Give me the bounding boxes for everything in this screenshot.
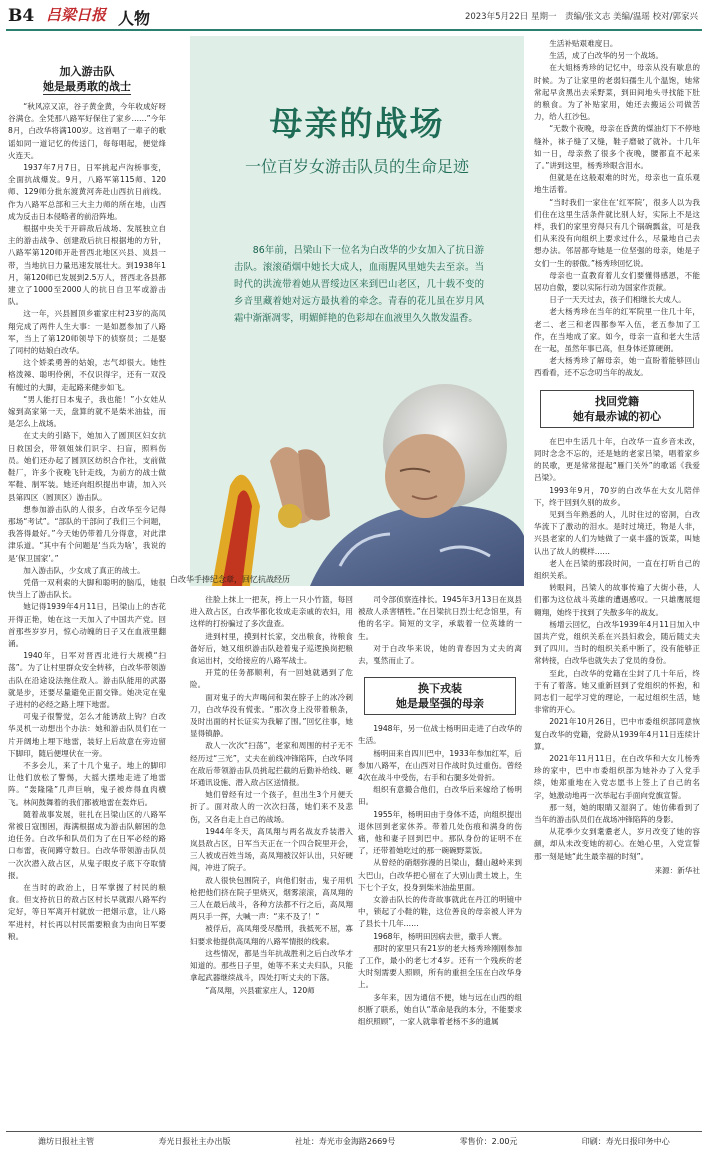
- paragraph: 这一年，兴县圆顶乡霍家庄村23岁的高凤翔完成了两件人生大事：一是如愿参加了八路军，当上了第120师领导下的侦察员；二是娶了同村的姑娘白改华。: [8, 309, 166, 356]
- paragraph-list: [190, 594, 353, 997]
- paragraph: 生活补贴艰难度日。: [549, 39, 618, 48]
- feature-subtitle: 一位百岁女游击队员的生命足迹: [244, 157, 469, 176]
- paragraph: 随着战事发展，驻扎在吕梁山区的八路军常被日寇围困，海满根据成为游击队解困的急迫任务。白改华和队员们为了在日军必经的路口布雷，夜间蹲守数日。白改华带领游击队员一次次潜入敌占区，从鬼子眼皮子底下夺取情报。: [8, 809, 166, 880]
- paragraph: “秋风凉又凉，谷子黄金黄，今年收成好呀谷满仓。全凭那八路军好保住了家乡……”今年8月，白改华将满100岁。这首唱了一辈子的歌谣如同一道记忆的传送门，每每唱起，便觉烽火连天。: [8, 102, 166, 160]
- paragraph: 杨明田来自四川巴中，1933年参加红军，后参加八路军，在山西对日作战时负过重伤。曾经4次在战斗中受伤，右手和右腿多处骨折。: [358, 748, 522, 783]
- paragraph: 根据中央关于开辟敌后战场、发展独立自主的游击战争、创建敌后抗日根据地的方针，八路军第120师开赴晋西北地区兴县、岚县一带，当地抗日力量迅速发展壮大。到1938年1月，第120师已发展到2.5万人，晋西北各县都建立了1000至2000人的抗日自卫军或游击队。: [8, 224, 166, 307]
- feature-box: [190, 36, 524, 586]
- article-column-4: [534, 38, 700, 1128]
- paragraph-list: [8, 101, 166, 943]
- paragraph: 可鬼子很警觉，怎么才能诱敌上钩？白改华灵机一动想出个办法：她和游击队员们在一片开阔地上埋下地雷，装好上后故意在旁边留下脚印，随后便埋伏在一旁。: [8, 712, 166, 758]
- intro-text: 86年前，吕梁山下一位名为白改华的少女加入了抗日游击队。滚滚硝烟中她长大成人，血雨腥风里她失去至亲。当时代的洪流带着她从晋绥边区来到巴山老区，几十载不变的乡音里藏着她对远方最执着的牵念。青春的花儿虽在岁月风霜中渐渐凋零，明媚鲜艳的色彩却在血液里久久散发温香。: [234, 245, 484, 324]
- paragraph: 她们曾经有过一个孩子，但出生3个月便夭折了。面对敌人的一次次扫荡，她们来不及悲伤，又各自走上自己的战场。: [190, 790, 353, 824]
- paragraph: 从花季少女到耄耋老人，岁月改变了她的容颜，却从未改变她的初心。在她心里，入党宣誓那一刻是她“此生最幸福的时刻”。: [534, 827, 700, 861]
- page-number: B4: [8, 6, 35, 26]
- feature-title: 母亲的战场: [269, 104, 445, 143]
- paragraph: 多年来，因为通信不便，她与远在山西的组织断了联系，她自认“革命是我的本分，不能要求组织照顾”，一家人就靠着老杨不多的遗属: [358, 992, 522, 1027]
- paragraph: 那一刻，她的眼睛又湿润了。她仿佛看到了当年的游击队员们在战场冲锋陷阵的身影。: [534, 802, 700, 824]
- heading-line: 找回党籍: [595, 394, 639, 408]
- footer-rule: [6, 1131, 702, 1132]
- paragraph: 2021年10月26日，巴中市委组织部同意恢复白改华的党籍，党龄从1939年4月11日连续计算。: [534, 717, 700, 751]
- paragraph: 1948年，另一位战士杨明田走进了白改华的生活。: [358, 724, 522, 746]
- paragraph: 被俘后，高凤翔受尽酷刑，我抵死不屈，寡妇要求他提供高凤翔的八路军情报的线索。: [190, 924, 353, 946]
- footer-item: 零售价：2.00元: [459, 1137, 518, 1146]
- paragraph: 1968年，杨明田因病去世，撒手人寰。: [373, 931, 507, 941]
- paragraph: 在巴中生活几十年，白改华一直乡音未改，同时念念不忘的，还是她的老家吕梁，唱着家乡的民歌，更是常常提起“雁门关外”的歌谣《我爱吕梁》。: [534, 436, 700, 483]
- paragraph: 进到村里，摸到村长家，交出粮食，待粮食备好后，她又组织游击队趁着鬼子巡逻换岗把粮食运出村，交给接应的八路军战士。: [190, 631, 353, 666]
- paragraph-list: [358, 594, 522, 667]
- paragraph: 转眼间，吕梁人的故事传遍了大街小巷，人们都为这位战斗英雄的遭遇感叹。一只雄鹰展翅翱翔，她终于找到了失散多年的战友。: [534, 583, 700, 617]
- header-rule: [6, 29, 702, 31]
- article-source: 来源：新华社: [654, 865, 700, 875]
- paragraph: 组织有意撮合他们，白改华后来嫁给了杨明田。: [358, 785, 522, 807]
- issue-info: 2023年5月22日 星期一 责编/张文志 美编/温瑶 校对/郭家兴: [464, 12, 698, 22]
- section-heading-2: [364, 677, 516, 715]
- section-heading-3: [540, 390, 694, 428]
- paragraph: 杨增云回忆，白改华1939年4月11日加入中国共产党，组织关系在兴县妇救会，随后随丈夫到了四川。当时的组织关系中断了，没有能够正常转接，白改华也就失去了党员的身份。: [534, 619, 700, 666]
- paragraph: 凭借一双利索的大脚和聪明的脑瓜，她很快当上了游击队长。: [8, 577, 166, 600]
- paragraph: “当时我们一家住在‘红军院’，很多人以为我们住在这里生活条件就比别人好，实际上不是这样，我们的家里穷得只有几个锅碗瓢盆，可是我们从来没有向组织上要求过什么，尽量地自己去想办法。邻居都夸她是一位坚强的母亲，她是子女们一生的骄傲。”杨秀珍回忆说。: [534, 197, 700, 268]
- paragraph: 从曾经的硝烟弥漫的吕梁山，翻山越岭来到大巴山，白改华把心留在了大别山黄土坡上，生下七个子女，投身到柴米油盐里面。: [358, 858, 522, 892]
- paragraph: 加入游击队，少女成了真正的战士。: [23, 565, 145, 575]
- paragraph: “高凤翔，兴县霍家庄人，120师: [205, 985, 315, 995]
- paragraph: 对于白改华来说，她的青春因为丈夫的离去，戛然而止了。: [358, 643, 522, 666]
- paragraph: 1955年，杨明田由于身体不适，向组织提出退休回到老家休养。带着几处伤痕和满身的伤痛，他和妻子回到巴中。那队身份的证明不在了，还带着她吃过的那一碗碗野菜饭。: [358, 809, 522, 856]
- paragraph: 老大杨秀珍了解母亲，她一直盼着能够回山西看看，还不忘念叨当年的战友。: [534, 356, 700, 378]
- paragraph: 在当时的政治上，日军掌握了村民的粮食。但支持抗日的敌占区村长早就跟八路军约定好，等日军离开村就放一把烟示意，让八路军进村，村长再以村民需要粮食为由向日军要粮。: [8, 883, 166, 941]
- footer-item: 印刷：寿光日报印务中心: [581, 1137, 670, 1146]
- portrait-photo: [190, 366, 524, 586]
- paragraph: 老大杨秀珍在当年的红军院里一住几十年，老二、老三和老四都参军入伍，老五参加了工作，在当地成了家。如今，母亲一直和老大生活在一起，虽然年事已高，但身体还算硬朗。: [534, 307, 700, 354]
- paragraph: 女游击队长的传奇故事就此在丹江的明镜中中，锁起了小鞋的鞋，这位善良的母亲被人评为了县长十几年……: [358, 895, 522, 929]
- paragraph: “无数个夜晚，母亲在昏黄的煤油灯下不停地缝补，袜子缝了又缝，鞋子磨破了就补。十几年如一日，母亲熬了很多个夜晚，腰都直不起来了。”讲到这里，杨秀珍眼含泪水。: [534, 124, 700, 171]
- feature-intro: [234, 242, 484, 327]
- paragraph-list: [534, 436, 700, 863]
- photo-caption: 白改华手捧纪念章，回忆抗战经历: [170, 575, 290, 584]
- paragraph: 想参加游击队的人很多，白改华至今记得那场“考试”。“部队的干部问了我们三个问题，我答得最好。”今天她仍带着几分得意，对此津津乐道。“其中有个问题是‘当兵为啥’，我说的是‘保卫国家’。”: [8, 504, 166, 563]
- footer-item: 潍坊日报社主管: [38, 1137, 95, 1146]
- heading-line: 她有最赤诚的初心: [573, 409, 661, 423]
- paragraph: 2021年11月11日，在白改华和大女儿杨秀珍的家中，巴中市委组织部为她补办了入党手续，她郑重地在入党志愿书上签上了自己的名字，她激动地再一次举起右手面向党旗宣誓。: [534, 753, 700, 800]
- paragraph: 1993年9月，70岁的白改华在大女儿陪伴下，终于回到久别的故乡。: [534, 485, 700, 507]
- heading-line: 加入游击队: [59, 65, 115, 78]
- paragraph: 至此，白改华的党籍在尘封了几十年后，终于有了着落。她又重新回到了党组织的怀抱，和同志们一起学习党的理论，一起过组织生活，她非常的开心。: [534, 668, 700, 715]
- section-name: 人物: [118, 9, 151, 28]
- paragraph: 这个娇柔勇善的姑娘，志气却很大。她性格泼辣、聪明伶俐，不仅识得字，还有一双没有缠过的大脚，走起路来健步如飞。: [8, 358, 166, 392]
- paragraph: 日子一天天过去，孩子们相继长大成人。: [549, 295, 686, 305]
- paragraph: 她记得1939年4月11日，吕梁山上的杏花开得正艳，她在这一天加入了中国共产党。回首那些岁岁月，惊心动魄的日子又在血液里翻涌。: [8, 602, 166, 648]
- paragraph: 在丈夫的引路下，她加入了圆顶区妇女抗日救国会，带领姐妹们识字、扫盲，照料伤员。她们还办起了圆顶区纺织合作社，支前做鞋厂，许多个夜晚飞针走线，为前方的战士做军鞋、制军装。她还向组织提出申请，加入兴县第四区（圆顶区）游击队。: [8, 431, 166, 502]
- heading-line: 她是最勇敢的战士: [43, 80, 131, 93]
- paragraph: 但就是在这般艰难的时光，母亲也一直乐观地生活着。: [534, 173, 700, 195]
- paragraph: 1944年冬天，高凤翔与两名战友乔装潜入岚县敌占区，日军当天正在一个四合院里开会，三人被成百姓当场，高凤翔被汉奸认出，只好硬闯，冲进了院子。: [190, 826, 353, 873]
- paragraph: 那时的家里只有21岁的老大杨秀珍刚刚参加了工作，最小的老七才4岁。还有一个残疾的老大时刻需要人照顾，所有的重担全压在白改华身上。: [358, 943, 522, 990]
- footer: [6, 1136, 702, 1147]
- article-column-1: [8, 58, 166, 1128]
- newspaper-logo: 吕梁日报: [46, 6, 107, 24]
- paragraph: 1940年，日军对晋西北进行大规模“扫荡”。为了让村里群众安全转移，白改华带领游击队在沿途设法拖住敌人。游击队能用的武器就是步，还要尽量避免正面交锋。她决定在鬼子进村的必经之路上埋下地雷。: [8, 651, 166, 709]
- paragraph: 敌人很快包围院子，向他们射击，鬼子用机枪把他们挤在院子里烧灭，烟雾滚滚，高凤翔的三人在最后战斗，各种方法都不行之后，高凤翔两只手一挥，大喊一声：“来不及了！”: [190, 875, 353, 922]
- paragraph: 这些情况，都是当年抗战胜利之后白改华才知道的。那些日子里，她等不来丈夫归队，只能拿起武器继续战斗，四处打听丈夫的下落。: [190, 948, 353, 983]
- paragraph: 不多会儿，来了十几个鬼子。地上的脚印让他们放松了警惕，大摇大摆地走进了地雷阵。“轰隆隆”几声巨响，鬼子被炸得血肉横飞。林间鼓舞着的我们都被地雷在轰炸后。: [8, 760, 166, 807]
- heading-line: 她是最坚强的母亲: [396, 697, 484, 711]
- paragraph: 往脸上抹上一把灰，挎上一只小竹篮，每回进入敌占区，白改华都化妆成走亲戚的农妇，用这样的打扮骗过了多次盘查。: [190, 595, 353, 629]
- paragraph: 母亲也一直教育着儿女们要懂得感恩，不能居功自傲，要以实际行动为国家作贡献。: [534, 270, 700, 293]
- paragraph: 1937年7月7日，日军挑起卢沟桥事变，全面抗战爆发。9月，八路军第115师、120师、129师分批东渡黄河奔赴山西抗日前线。作为八路军总部和三大主力师的所在地，山西成为反击日本侵略者的前沿阵地。: [8, 163, 166, 221]
- paragraph-list: [534, 38, 700, 380]
- section-heading-1: [8, 64, 166, 95]
- paragraph: 开荒的任务都顺利，有一回她就遇到了危险。: [190, 668, 353, 690]
- paragraph: 司令部侦察连排长。1945年3月13日在岚县被敌人杀害牺牲。”在吕梁抗日烈士纪念馆里，有他的名字。简短的文字，承载着一位英雄的一生。: [358, 595, 522, 641]
- paragraph: 敌人一次次“扫荡”，老家和周围的村子无不经历过“三光”，丈夫在前线冲锋陷阵，白改华同在敌后带领游击队员挑起拦截的后勤补给线、砸坏通讯设施、潜入敌占区送情报。: [190, 741, 353, 788]
- article-column-3: [358, 594, 522, 1128]
- article-column-2: [190, 594, 353, 1128]
- paragraph: “男人能打日本鬼子，我也能！”小女娃从嫁到高家第一天，盘算的就不是柴米油盐，而是怎么上战场。: [8, 394, 166, 429]
- paragraph: 老人在吕梁的那段时间，一直在打听自己的组织关系。: [534, 558, 700, 580]
- footer-item: 社址：寿光市金海路2669号: [294, 1137, 396, 1146]
- paragraph: 面对鬼子的大声喝问和架在脖子上的冰冷刺刀，白改华没有慌张。“那次身上没带着粮条，及时出面的村长证实为我解了围。”回忆往事，她显得镇静。: [190, 692, 353, 739]
- paragraph: 见到当年熟悉的人，儿时住过的窑洞，白改华流下了激动的泪水。是时过境迁，物是人非，兴县老家的人们为她做了一桌丰盛的饭菜，叫她认出了故人的模样……: [534, 509, 700, 556]
- paragraph: 生活，成了白改华的另一个战场。: [549, 51, 664, 61]
- paragraph-list: [358, 723, 522, 1028]
- paragraph: 在大姐杨秀珍的记忆中，母亲从没有歇息的时候。为了让家里的老弱妇孺生儿个温饱，她常常起早贪黑出去采野菜，到田间地头寻找能下肚的粮食。为了补贴家用，她还去搬运公司做苦力，给人扛沙包。: [534, 63, 700, 122]
- heading-line: 换下戎装: [418, 682, 462, 696]
- footer-item: 寿光日报社主办出版: [158, 1137, 231, 1146]
